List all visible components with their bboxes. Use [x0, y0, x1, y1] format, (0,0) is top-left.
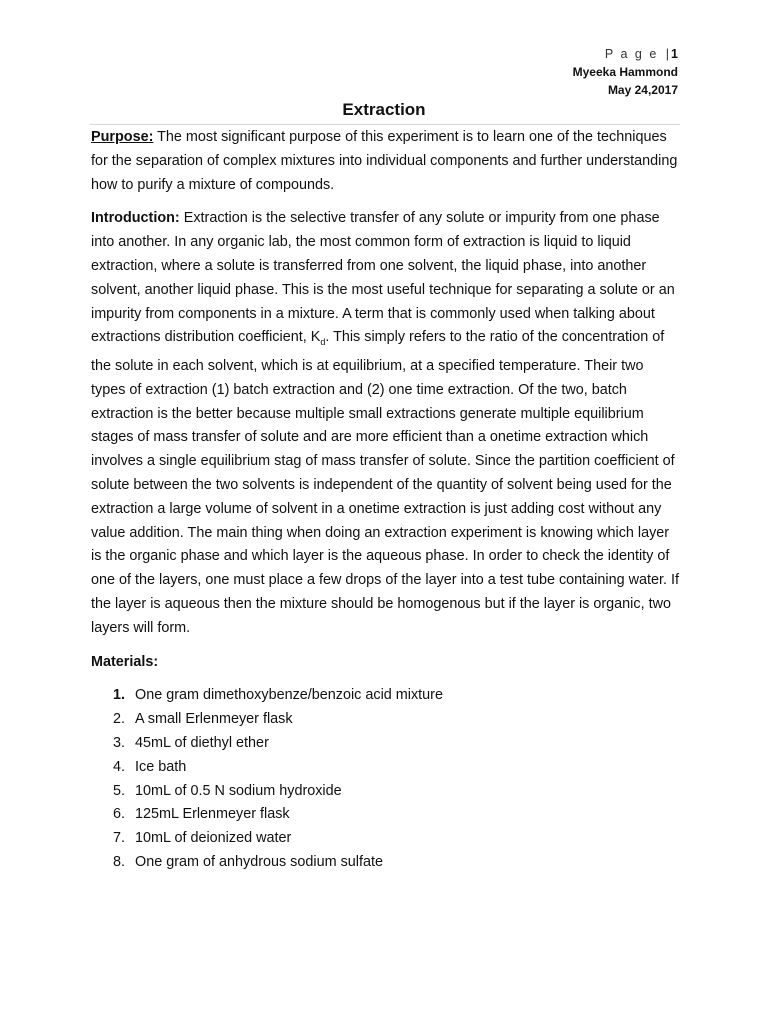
- k-symbol: K: [310, 329, 321, 346]
- list-item-text: A small Erlenmeyer flask: [135, 711, 293, 728]
- list-item-text: Ice bath: [135, 758, 187, 775]
- k-subscript: d: [320, 337, 326, 348]
- list-item-text: One gram of anhydrous sodium sulfate: [135, 853, 383, 870]
- list-item: [91, 732, 681, 756]
- list-item-number: 8.: [113, 853, 126, 870]
- document-title: Extraction: [342, 100, 426, 119]
- introduction-label: Introduction:: [91, 210, 180, 227]
- list-item: [91, 827, 681, 851]
- list-item: [91, 684, 681, 708]
- page-separator: |: [665, 47, 670, 61]
- list-item: [91, 780, 681, 804]
- list-item: [91, 708, 681, 732]
- list-item: [91, 756, 681, 780]
- list-item-text: One gram dimethoxybenze/benzoic acid mixture: [135, 687, 443, 704]
- list-item-number: 6.: [113, 806, 126, 823]
- list-item-text: 125mL Erlenmeyer flask: [135, 806, 290, 823]
- materials-heading: Materials:: [91, 653, 159, 670]
- list-item-number: 4.: [113, 758, 126, 775]
- purpose-paragraph: [91, 126, 681, 197]
- document-body: [91, 126, 681, 875]
- introduction-text-part-1: Extraction is the selective transfer of any solute or impurity from one phase into another. In any organic lab, the most common form of extraction is liquid to liquid extraction, where a solute is transferred from one solvent, the liquid phase, into another solvent, another liquid phase. This is the most useful technique for separating a solute or an impurity from components in a mixture. A term that is commonly used when talking about extractions distribution coefficient,: [91, 210, 675, 346]
- list-item-text: 45mL of diethyl ether: [135, 735, 269, 751]
- materials-list: [91, 684, 681, 874]
- page-number: 1: [671, 47, 678, 61]
- list-item-text: 10mL of 0.5 N sodium hydroxide: [135, 782, 342, 799]
- page-header: [573, 45, 678, 99]
- list-item-number: 7.: [113, 830, 126, 847]
- page-label: P a g e: [604, 47, 659, 61]
- introduction-paragraph: [91, 207, 681, 640]
- list-item-number: 3.: [113, 735, 126, 751]
- purpose-label: Purpose:: [91, 129, 154, 145]
- page-number-line: [573, 45, 678, 63]
- list-item-number: 1.: [113, 687, 126, 704]
- introduction-text-part-2: . This simply refers to the ratio of the concentration of the solute in each solvent, which is at equilibrium, at a specified temperature. Their two types of extraction (1) batch extraction and (2) one time extraction. Of the two, batch extraction is the better because multiple small extractions generate multiple equilibrium stages of mass transfer of solute and are more efficient than a onetime extraction which involves a single equilibrium stag of mass transfer of solute. Since the partition coefficient of solute between the two solvents is independent of the quantity of solvent being used for the extraction a large volume of solvent in a onetime extraction is just adding cost without any value addition. The main thing when doing an extraction experiment is knowing which layer is the organic phase and which layer is the aqueous phase. In order to check the identity of one of the layers, one must place a few drops of the layer into a test tube containing water. If the layer is aqueous then the mixture should be homogenous but if the layer is organic, two layers will form.: [91, 329, 679, 636]
- purpose-text: The most significant purpose of this experiment is to learn one of the techniques for the separation of complex mixtures into individual components and further understanding how to purify a mixture of compounds.: [91, 129, 678, 193]
- document-date: May 24,2017: [607, 83, 678, 97]
- author-name: Myeeka Hammond: [572, 65, 678, 79]
- list-item: [91, 803, 681, 827]
- list-item: [91, 851, 681, 875]
- title-divider: [90, 124, 680, 125]
- list-item-text: 10mL of deionized water: [135, 830, 292, 847]
- list-item-number: 2.: [113, 711, 126, 728]
- list-item-number: 5.: [113, 782, 126, 799]
